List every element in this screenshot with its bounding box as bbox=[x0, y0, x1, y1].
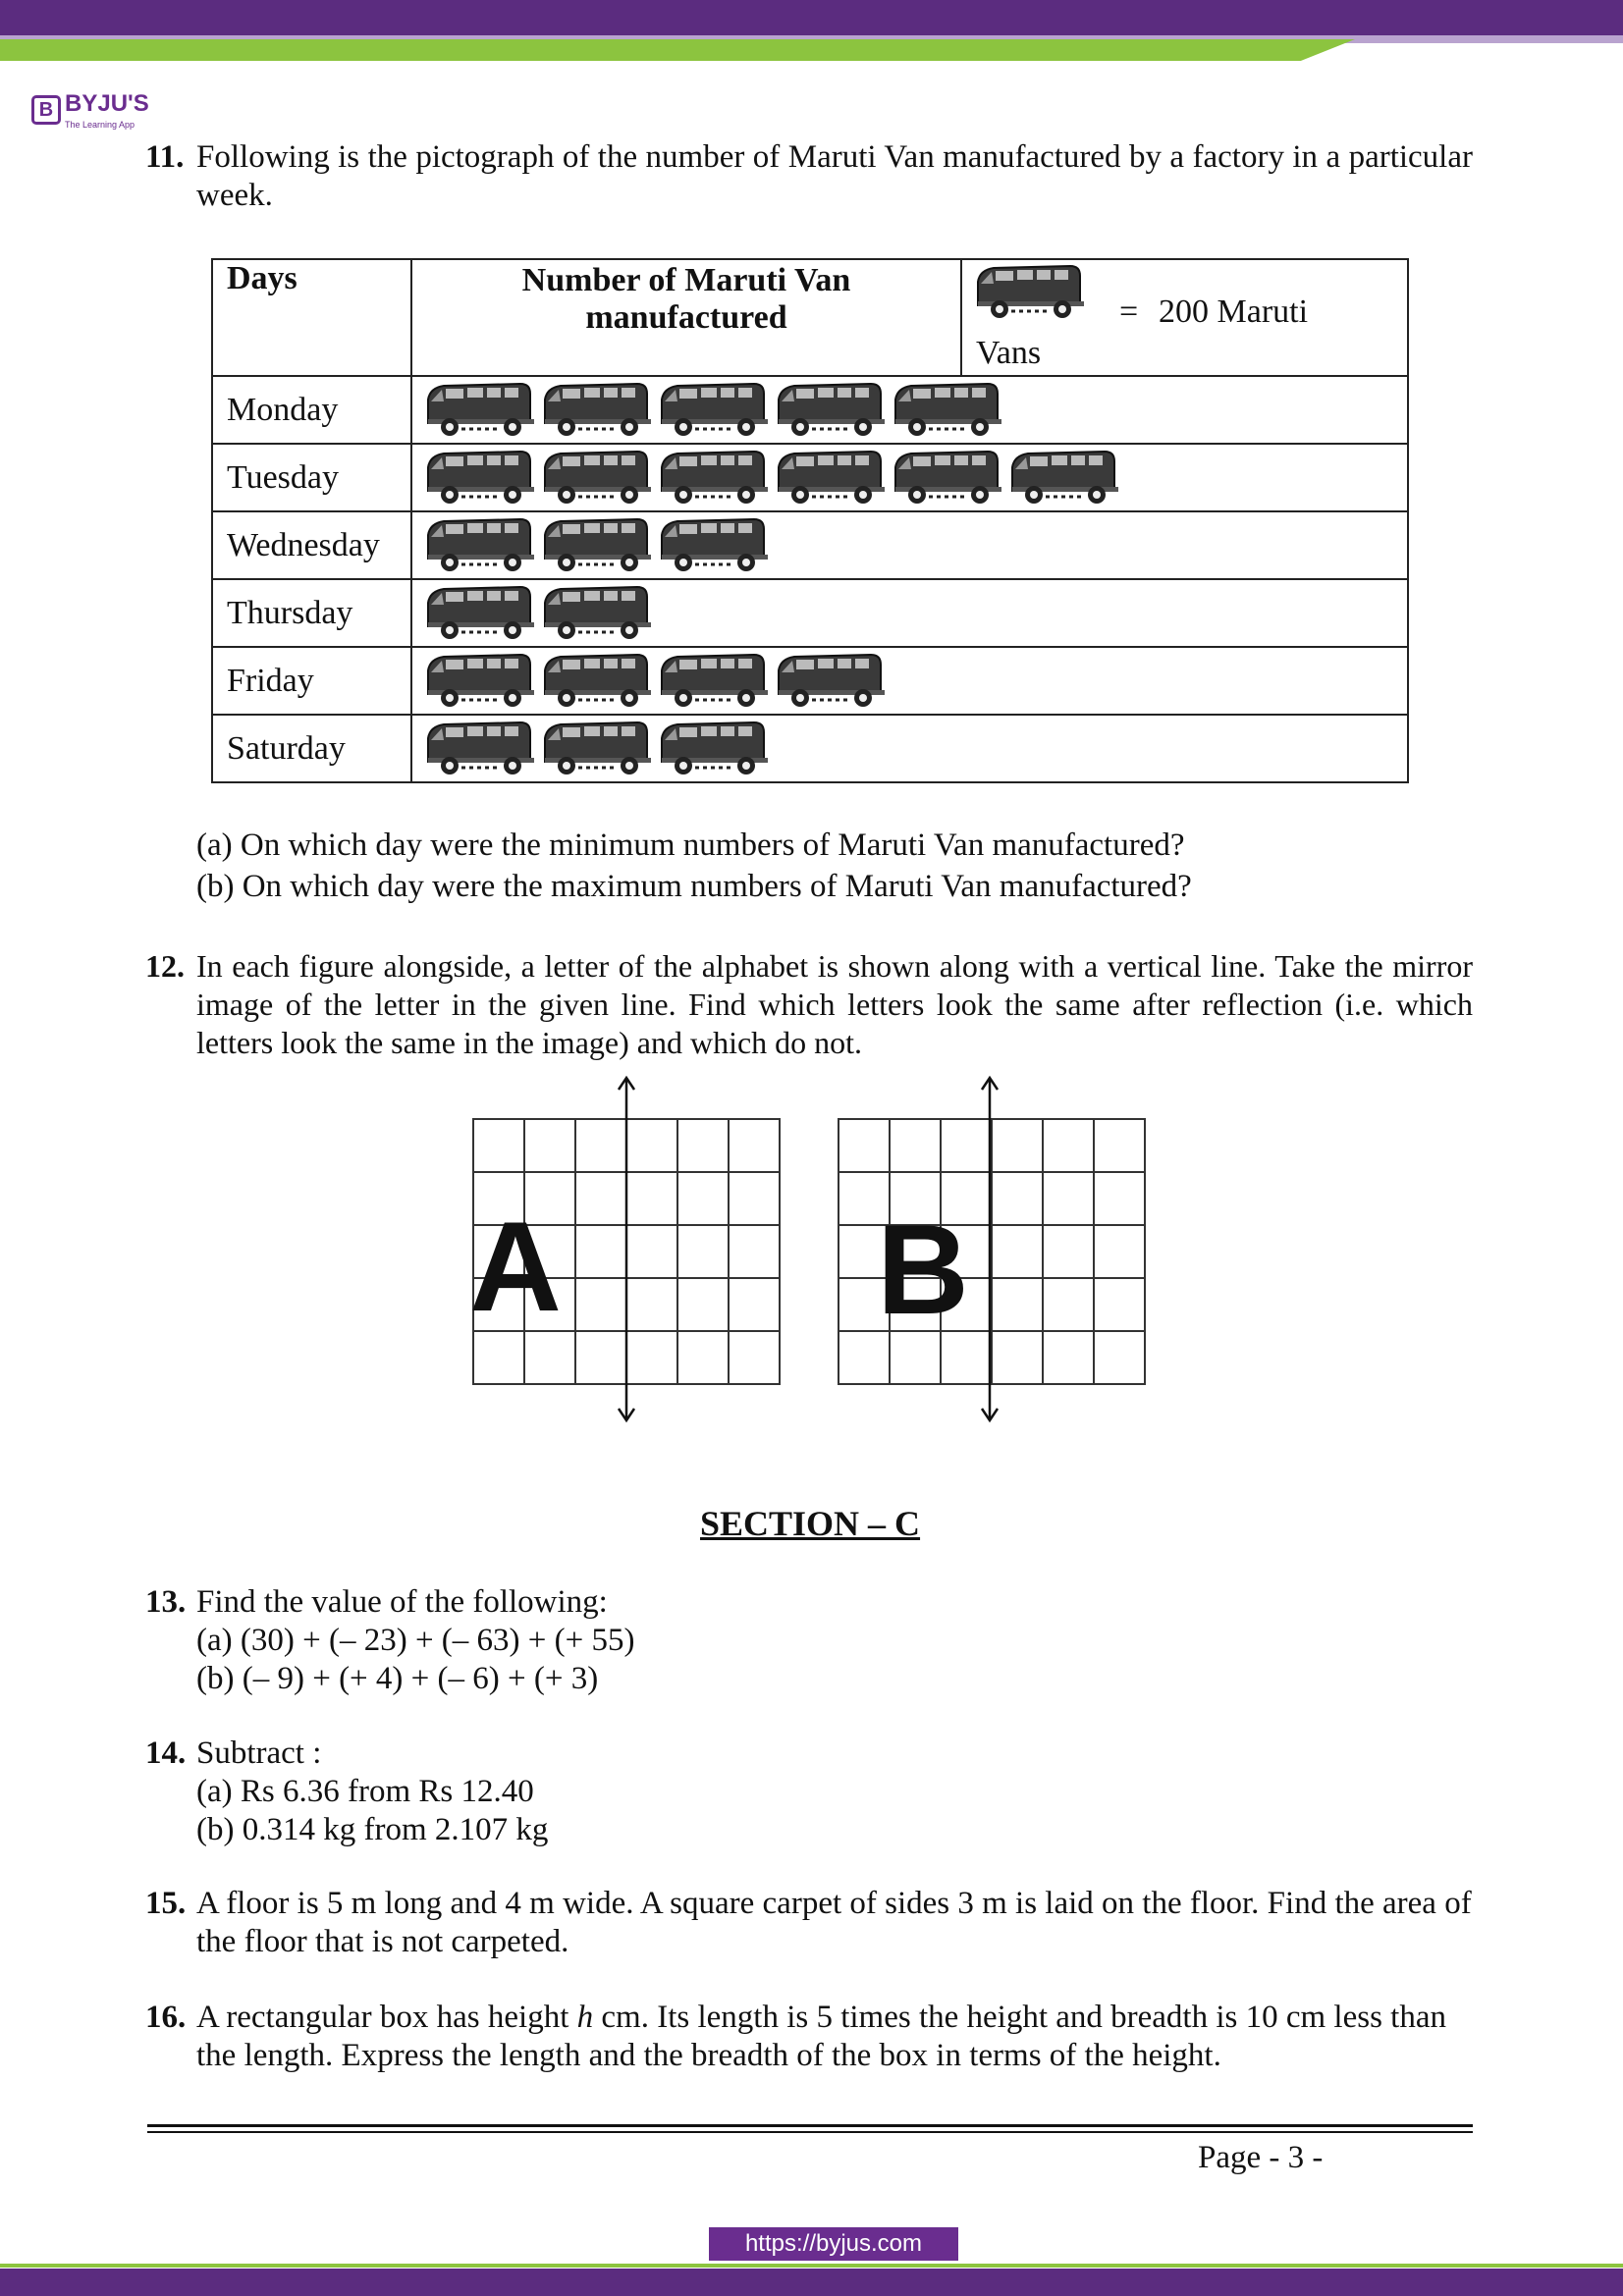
logo-tagline: The Learning App bbox=[65, 120, 135, 130]
van-icon bbox=[656, 380, 769, 441]
question-14 bbox=[145, 1735, 1473, 1849]
table-row bbox=[212, 579, 1408, 647]
van-icon bbox=[656, 719, 769, 779]
day-label: Monday bbox=[212, 376, 411, 444]
table-row bbox=[212, 647, 1408, 715]
logo-mark-icon: B bbox=[31, 95, 61, 125]
day-label: Saturday bbox=[212, 715, 411, 782]
question-number: 15. bbox=[145, 1886, 187, 1921]
table-header-row bbox=[212, 259, 1408, 376]
section-heading: SECTION – C bbox=[700, 1504, 921, 1543]
question-11-a: (a) On which day were the minimum numbers of Maruti Van manufactured? bbox=[196, 828, 1185, 863]
van-icons-cell bbox=[411, 511, 1408, 579]
letter-b: B bbox=[877, 1198, 969, 1341]
question-14-a: (a) Rs 6.36 from Rs 12.40 bbox=[196, 1774, 534, 1809]
van-icon bbox=[539, 448, 652, 508]
question-13-a: (a) (30) + (– 23) + (– 63) + (+ 55) bbox=[196, 1623, 635, 1658]
question-text: Subtract : bbox=[196, 1735, 322, 1771]
day-label: Thursday bbox=[212, 579, 411, 647]
van-icon bbox=[539, 515, 652, 576]
footer-url-link[interactable]: https://byjus.com bbox=[709, 2227, 958, 2261]
legend-cell bbox=[961, 259, 1408, 376]
van-icons-cell bbox=[411, 579, 1408, 647]
header-days: Days bbox=[212, 259, 411, 376]
question-number: 16. bbox=[145, 2000, 187, 2035]
van-icon bbox=[539, 651, 652, 712]
question-11 bbox=[145, 138, 1473, 215]
question-text: A floor is 5 m long and 4 m wide. A square carpet of sides 3 m is laid on the floor. Find the area of the floor that is not carpeted. bbox=[196, 1886, 1472, 1959]
question-14-b: (b) 0.314 kg from 2.107 kg bbox=[196, 1812, 549, 1847]
variable-h: h bbox=[576, 2000, 594, 2035]
van-icons-cell bbox=[411, 647, 1408, 715]
day-label: Tuesday bbox=[212, 444, 411, 511]
byjus-logo bbox=[31, 91, 149, 129]
van-icon bbox=[539, 380, 652, 441]
table-row bbox=[212, 715, 1408, 782]
van-icon bbox=[422, 448, 535, 508]
van-icons-cell bbox=[411, 376, 1408, 444]
van-icon bbox=[773, 651, 886, 712]
question-13 bbox=[145, 1583, 1473, 1698]
letter-a: A bbox=[469, 1195, 562, 1338]
van-icon bbox=[422, 515, 535, 576]
question-text: A rectangular box has height h cm. Its length is 5 times the height and breadth is 10 cm less than the length. Express the length and the breadth of the box in terms of the height. bbox=[196, 2000, 1446, 2073]
legend-equals: = bbox=[1119, 294, 1139, 330]
legend-value: 200 Maruti bbox=[1159, 294, 1309, 330]
van-icon bbox=[422, 719, 535, 779]
question-11-b: (b) On which day were the maximum numbers of Maruti Van manufactured? bbox=[196, 869, 1192, 904]
question-15 bbox=[145, 1885, 1473, 1961]
van-icon bbox=[422, 380, 535, 441]
van-icon bbox=[656, 448, 769, 508]
question-12 bbox=[145, 947, 1473, 1062]
van-icon bbox=[656, 515, 769, 576]
question-11-parts bbox=[196, 825, 1192, 907]
footer-rule-thin bbox=[147, 2131, 1473, 2133]
van-icon bbox=[422, 583, 535, 644]
footer-band-purple bbox=[0, 2269, 1623, 2296]
table-row bbox=[212, 511, 1408, 579]
van-icon bbox=[773, 448, 886, 508]
question-text: In each figure alongside, a letter of the alphabet is shown along with a vertical line. Take the mirror image of the letter in the given line. Find which letters look the same after reflection (i.e. which letters look the same in the image) and which do not. bbox=[196, 948, 1473, 1060]
question-text: Find the value of the following: bbox=[196, 1584, 608, 1620]
van-icon bbox=[972, 262, 1085, 323]
footer-band-green bbox=[0, 2264, 1623, 2268]
question-number: 13. bbox=[145, 1584, 187, 1620]
van-icon bbox=[890, 448, 1002, 508]
table-row bbox=[212, 444, 1408, 511]
van-icon bbox=[422, 651, 535, 712]
footer-rule bbox=[147, 2124, 1473, 2127]
day-label: Wednesday bbox=[212, 511, 411, 579]
question-text: Following is the pictograph of the number of Maruti Van manufactured by a factory in a particular week. bbox=[196, 139, 1473, 213]
page-number: Page - 3 - bbox=[1198, 2140, 1324, 2175]
van-icon bbox=[773, 380, 886, 441]
van-icon bbox=[890, 380, 1002, 441]
header-band-purple bbox=[0, 0, 1623, 39]
van-icons-cell bbox=[411, 444, 1408, 511]
van-icon bbox=[539, 583, 652, 644]
header-number: Number of Maruti Van manufactured bbox=[411, 259, 961, 376]
header-band-green bbox=[0, 39, 1355, 61]
day-label: Friday bbox=[212, 647, 411, 715]
van-icon bbox=[539, 719, 652, 779]
question-16 bbox=[145, 1999, 1473, 2075]
logo-name: BYJU'S bbox=[65, 90, 149, 117]
van-icon bbox=[656, 651, 769, 712]
question-number: 11. bbox=[145, 139, 185, 175]
van-icons-cell bbox=[411, 715, 1408, 782]
legend-unit: Vans bbox=[976, 335, 1042, 371]
table-row bbox=[212, 376, 1408, 444]
question-number: 14. bbox=[145, 1735, 187, 1771]
question-13-b: (b) (– 9) + (+ 4) + (– 6) + (+ 3) bbox=[196, 1661, 599, 1696]
van-icon bbox=[1006, 448, 1119, 508]
pictograph-table bbox=[211, 258, 1409, 783]
question-number: 12. bbox=[145, 948, 185, 984]
